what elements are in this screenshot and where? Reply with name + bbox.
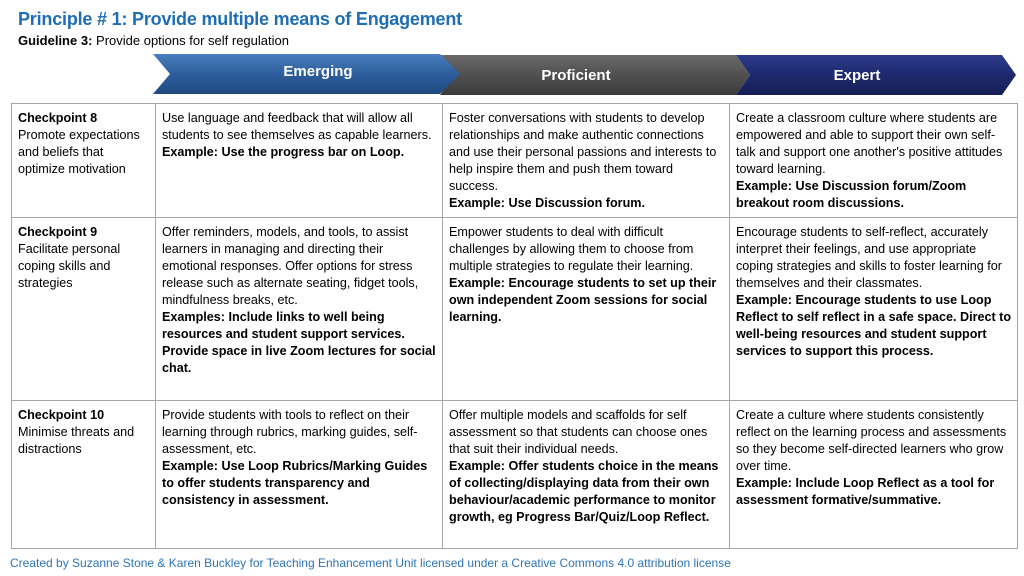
expert-text: Create a culture where students consistently reflect on the learning process and assessments so they become self-directed learners who grow over time. bbox=[736, 408, 1007, 473]
table-row bbox=[12, 401, 1018, 549]
proficient-cell bbox=[443, 218, 730, 401]
emerging-example: Examples: Include links to well being resources and student support services. Provide space in live Zoom lectures for social chat. bbox=[162, 310, 436, 375]
emerging-cell bbox=[156, 218, 443, 401]
guideline-label: Guideline 3: bbox=[18, 33, 93, 48]
emerging-text: Offer reminders, models, and tools, to assist learners in managing and directing their emotional responses. Offer options for stress release such as alternate seating, fidget tools, mindfulness breaks, etc. bbox=[162, 225, 419, 307]
checkpoint-title: Checkpoint 9 bbox=[18, 225, 98, 239]
expert-example: Example: Use Discussion forum/Zoom breakout room discussions. bbox=[736, 179, 967, 210]
table-row bbox=[12, 218, 1018, 401]
proficient-example: Example: Encourage students to set up their own independent Zoom sessions for social learning. bbox=[449, 276, 717, 324]
rubric-table bbox=[11, 103, 1018, 549]
checkpoint-desc: Promote expectations and beliefs that optimize motivation bbox=[18, 128, 140, 176]
checkpoint-desc: Facilitate personal coping skills and strategies bbox=[18, 242, 121, 290]
emerging-cell bbox=[156, 401, 443, 549]
checkpoint-title: Checkpoint 10 bbox=[18, 408, 105, 422]
level-emerging: Emerging bbox=[283, 63, 353, 80]
expert-example: Example: Include Loop Reflect as a tool for assessment formative/summative. bbox=[736, 476, 995, 507]
checkpoint-cell bbox=[12, 104, 156, 218]
guideline-text: Provide options for self regulation bbox=[96, 33, 289, 48]
expert-example: Example: Encourage students to use Loop Reflect to self reflect in a safe space. Direct to well-being resources and student support services to support this process. bbox=[736, 293, 1012, 358]
proficient-example: Example: Use Discussion forum. bbox=[449, 196, 645, 210]
expert-cell bbox=[730, 401, 1018, 549]
proficient-example: Example: Offer students choice in the means of collecting/displaying data from their own behaviour/academic performance to monitor growth, eg Progress Bar/Quiz/Loop Reflect. bbox=[449, 459, 719, 524]
emerging-example: Example: Use the progress bar on Loop. bbox=[162, 145, 405, 159]
proficient-text: Offer multiple models and scaffolds for self assessment so that students can choose ones that suit their individual needs. bbox=[449, 408, 708, 456]
emerging-text: Use language and feedback that will allow all students to see themselves as capable learners. bbox=[162, 111, 432, 142]
level-proficient: Proficient bbox=[541, 67, 611, 84]
checkpoint-cell bbox=[12, 401, 156, 549]
proficient-text: Foster conversations with students to develop relationships and make authentic connections and use their personal passions and interests to help inspire them and push them toward success. bbox=[449, 111, 717, 193]
emerging-example: Example: Use Loop Rubrics/Marking Guides to offer students transparency and consistency in assessment. bbox=[162, 459, 428, 507]
level-banner bbox=[0, 0, 1024, 100]
page-title: Principle # 1: Provide multiple means of Engagement bbox=[18, 9, 462, 29]
emerging-text: Provide students with tools to reflect on their learning through rubrics, marking guides, self-assessment, etc. bbox=[162, 408, 418, 456]
checkpoint-desc: Minimise threats and distractions bbox=[18, 425, 135, 456]
checkpoint-cell bbox=[12, 218, 156, 401]
expert-text: Encourage students to self-reflect, accurately interpret their feelings, and use appropriate coping strategies and skills to foster learning for themselves and their classmates. bbox=[736, 225, 1003, 290]
checkpoint-title: Checkpoint 8 bbox=[18, 111, 98, 125]
proficient-cell bbox=[443, 401, 730, 549]
expert-text: Create a classroom culture where students are empowered and able to support their own self-talk and support one another's positive attitudes toward learning. bbox=[736, 111, 1003, 176]
license-footer: Created by Suzanne Stone & Karen Buckley for Teaching Enhancement Unit licensed under a Creative Commons 4.0 attribution license bbox=[10, 556, 731, 570]
proficient-text: Empower students to deal with difficult challenges by allowing them to choose from multiple strategies to regulate their learning. bbox=[449, 225, 694, 273]
expert-cell bbox=[730, 218, 1018, 401]
expert-cell bbox=[730, 104, 1018, 218]
emerging-cell bbox=[156, 104, 443, 218]
level-expert: Expert bbox=[833, 67, 881, 84]
proficient-cell bbox=[443, 104, 730, 218]
table-row bbox=[12, 104, 1018, 218]
